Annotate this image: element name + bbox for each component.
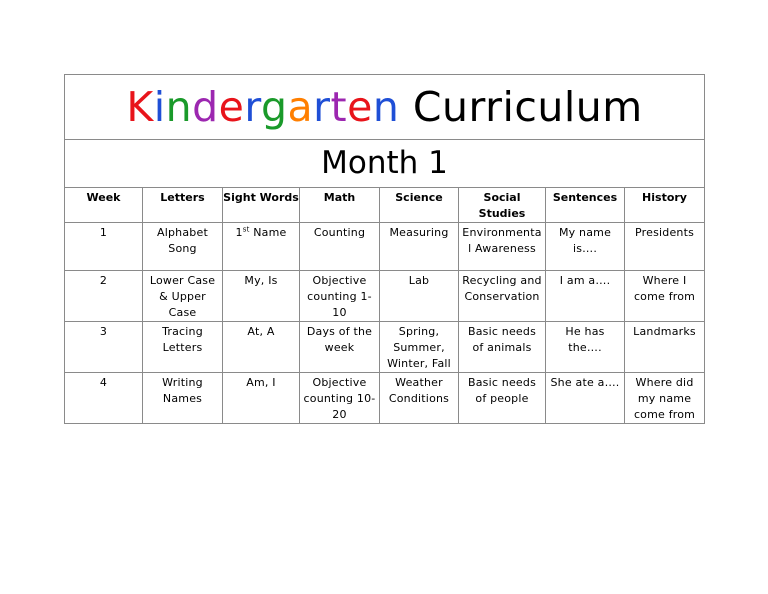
curriculum-table	[64, 74, 705, 424]
title-letter: d	[192, 83, 219, 131]
sentences-cell: She ate a….	[546, 373, 625, 424]
history-cell: Where I come from	[625, 271, 705, 322]
letters-cell: Lower Case & Upper Case	[143, 271, 223, 322]
history-cell: Where did my name come from	[625, 373, 705, 424]
sight-words-cell	[223, 223, 300, 271]
column-header-math: Math	[300, 188, 380, 223]
title-letter: r	[244, 83, 262, 131]
column-header-letters: Letters	[143, 188, 223, 223]
math-cell: Objective counting 10-20	[300, 373, 380, 424]
title-letter: i	[153, 83, 166, 131]
column-header-science: Science	[380, 188, 459, 223]
title-colored-word	[126, 83, 399, 131]
page-title	[126, 83, 642, 131]
science-cell: Weather Conditions	[380, 373, 459, 424]
table-row	[65, 223, 705, 271]
title-rest: Curriculum	[399, 83, 643, 131]
social-studies-cell: Environmental Awareness	[459, 223, 546, 271]
title-letter: e	[218, 83, 245, 131]
science-cell: Spring, Summer, Winter, Fall	[380, 322, 459, 373]
title-letter: e	[347, 83, 373, 131]
column-header-history: History	[625, 188, 705, 223]
table-row	[65, 271, 705, 322]
column-header-week: Week	[65, 188, 143, 223]
letters-cell: Tracing Letters	[143, 322, 223, 373]
week-cell: 4	[65, 373, 143, 424]
column-header-sentences: Sentences	[546, 188, 625, 223]
sentences-cell: I am a….	[546, 271, 625, 322]
sentences-cell: He has the….	[546, 322, 625, 373]
column-header-sight-words: Sight Words	[223, 188, 300, 223]
title-letter: a	[287, 83, 314, 131]
math-cell: Objective counting 1-10	[300, 271, 380, 322]
letters-cell: Alphabet Song	[143, 223, 223, 271]
month-heading: Month 1	[321, 145, 448, 181]
letters-cell: Writing Names	[143, 373, 223, 424]
title-letter: g	[261, 83, 288, 131]
title-letter: n	[165, 83, 193, 131]
social-studies-cell: Basic needs of people	[459, 373, 546, 424]
sight-words-cell: My, Is	[223, 271, 300, 322]
sight-words-cell: At, A	[223, 322, 300, 373]
sight-words-number: 1	[235, 226, 243, 239]
month-cell	[65, 140, 705, 188]
week-cell: 2	[65, 271, 143, 322]
header-row	[65, 188, 705, 223]
sight-words-cell: Am, I	[223, 373, 300, 424]
history-cell: Presidents	[625, 223, 705, 271]
science-cell: Measuring	[380, 223, 459, 271]
table-row	[65, 373, 705, 424]
sight-words-text: Name	[249, 226, 287, 239]
week-cell: 3	[65, 322, 143, 373]
title-letter: r	[313, 83, 331, 131]
table-row	[65, 322, 705, 373]
sight-words-superscript: st	[242, 225, 250, 234]
history-cell: Landmarks	[625, 322, 705, 373]
column-header-social-studies: Social Studies	[459, 188, 546, 223]
title-letter: t	[330, 83, 348, 131]
title-letter: n	[372, 83, 400, 131]
math-cell: Days of the week	[300, 322, 380, 373]
science-cell: Lab	[380, 271, 459, 322]
sentences-cell: My name is….	[546, 223, 625, 271]
title-letter: K	[126, 83, 154, 131]
math-cell: Counting	[300, 223, 380, 271]
social-studies-cell: Recycling and Conservation	[459, 271, 546, 322]
social-studies-cell: Basic needs of animals	[459, 322, 546, 373]
curriculum-page	[64, 74, 704, 424]
title-cell	[65, 75, 705, 140]
week-cell: 1	[65, 223, 143, 271]
